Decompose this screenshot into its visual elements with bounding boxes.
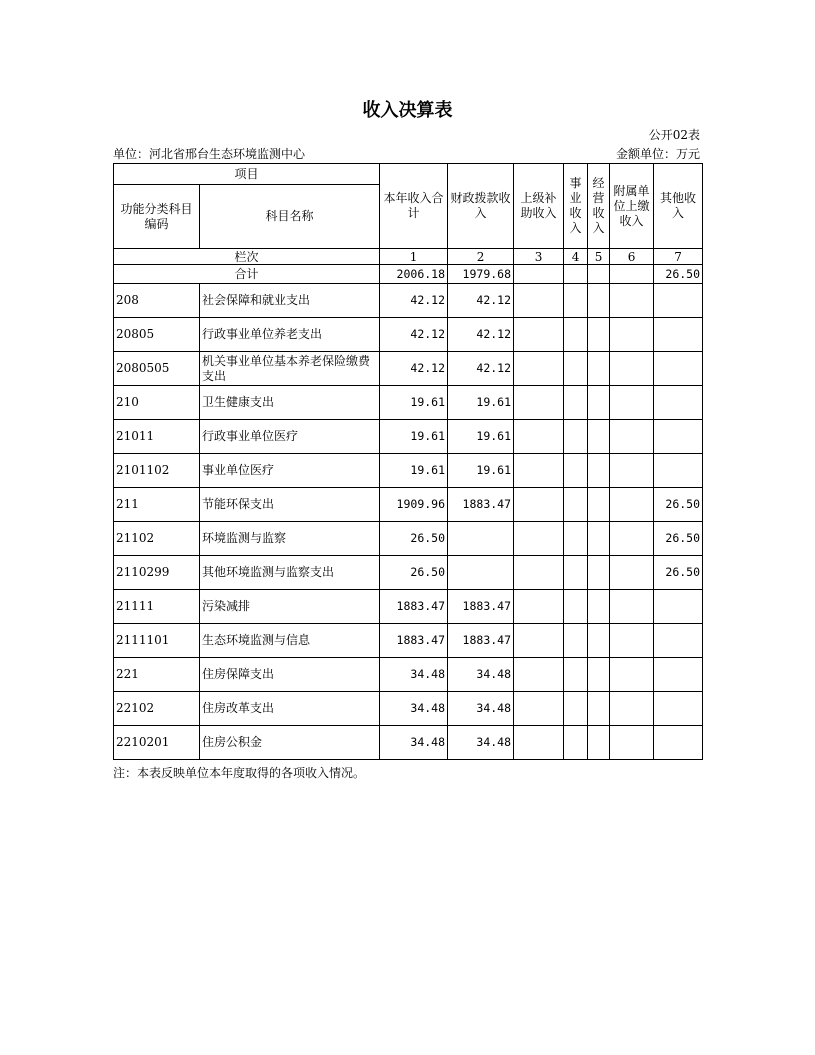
- row-other: [654, 284, 703, 318]
- row-superior: [514, 522, 564, 556]
- col-num: 7: [654, 249, 703, 265]
- row-operating: [588, 420, 610, 454]
- table-row: [114, 556, 703, 590]
- row-business: [564, 522, 588, 556]
- row-code: 2111101: [114, 624, 200, 658]
- page-title: 收入决算表: [362, 100, 453, 121]
- row-fiscal: 1883.47: [448, 590, 514, 624]
- footnote: 注：本表反映单位本年度取得的各项收入情况。: [113, 766, 366, 780]
- row-total-income: 26.50: [380, 556, 448, 590]
- money-unit-label: 金额单位：万元: [615, 147, 700, 161]
- row-other: [654, 658, 703, 692]
- row-other: [654, 726, 703, 760]
- row-name: 节能环保支出: [200, 488, 380, 522]
- row-name: 机关事业单位基本养老保险缴费支出: [200, 352, 380, 386]
- row-name: 社会保障和就业支出: [200, 284, 380, 318]
- row-business: [564, 352, 588, 386]
- row-business: [564, 284, 588, 318]
- total-income-value: 2006.18: [380, 265, 448, 284]
- row-operating: [588, 726, 610, 760]
- header-fiscal: 财政拨款收入: [448, 164, 514, 249]
- row-affiliated: [610, 352, 654, 386]
- row-other: 26.50: [654, 488, 703, 522]
- row-affiliated: [610, 386, 654, 420]
- row-name: 住房保障支出: [200, 658, 380, 692]
- total-superior-value: [514, 265, 564, 284]
- row-superior: [514, 318, 564, 352]
- table-row: [114, 352, 703, 386]
- row-affiliated: [610, 522, 654, 556]
- total-label: 合计: [114, 265, 380, 284]
- row-name: 卫生健康支出: [200, 386, 380, 420]
- row-other: [654, 386, 703, 420]
- row-fiscal: 19.61: [448, 420, 514, 454]
- row-fiscal: 42.12: [448, 352, 514, 386]
- row-name: 环境监测与监察: [200, 522, 380, 556]
- row-code: 2110299: [114, 556, 200, 590]
- row-operating: [588, 318, 610, 352]
- row-name: 生态环境监测与信息: [200, 624, 380, 658]
- row-total-income: 42.12: [380, 318, 448, 352]
- row-affiliated: [610, 692, 654, 726]
- row-other: [654, 318, 703, 352]
- row-total-income: 42.12: [380, 352, 448, 386]
- row-affiliated: [610, 624, 654, 658]
- row-fiscal: 42.12: [448, 284, 514, 318]
- header-lanci: 栏次: [114, 249, 380, 265]
- row-fiscal: 1883.47: [448, 624, 514, 658]
- row-business: [564, 318, 588, 352]
- row-affiliated: [610, 284, 654, 318]
- row-total-income: 1909.96: [380, 488, 448, 522]
- table-row: [114, 386, 703, 420]
- row-other: 26.50: [654, 522, 703, 556]
- row-other: [654, 590, 703, 624]
- table-row: [114, 726, 703, 760]
- total-operating-value: [588, 265, 610, 284]
- total-other-value: 26.50: [654, 265, 703, 284]
- row-superior: [514, 726, 564, 760]
- row-business: [564, 454, 588, 488]
- col-num: 5: [588, 249, 610, 265]
- row-business: [564, 556, 588, 590]
- table-row: [114, 692, 703, 726]
- row-business: [564, 692, 588, 726]
- col-num: 3: [514, 249, 564, 265]
- row-other: [654, 352, 703, 386]
- row-total-income: 19.61: [380, 386, 448, 420]
- row-superior: [514, 386, 564, 420]
- header-code: 功能分类科目编码: [114, 185, 200, 249]
- row-total-income: 34.48: [380, 692, 448, 726]
- row-affiliated: [610, 590, 654, 624]
- table-row: [114, 624, 703, 658]
- row-superior: [514, 590, 564, 624]
- col-num: 6: [610, 249, 654, 265]
- row-business: [564, 488, 588, 522]
- row-fiscal: 42.12: [448, 318, 514, 352]
- row-name: 住房公积金: [200, 726, 380, 760]
- row-name: 污染减排: [200, 590, 380, 624]
- row-total-income: 19.61: [380, 454, 448, 488]
- total-fiscal-value: 1979.68: [448, 265, 514, 284]
- row-business: [564, 590, 588, 624]
- row-code: 210: [114, 386, 200, 420]
- table-row: [114, 590, 703, 624]
- row-superior: [514, 556, 564, 590]
- income-table: [113, 163, 703, 760]
- row-other: 26.50: [654, 556, 703, 590]
- row-code: 20805: [114, 318, 200, 352]
- row-affiliated: [610, 420, 654, 454]
- total-affiliated-value: [610, 265, 654, 284]
- row-code: 22102: [114, 692, 200, 726]
- table-row: [114, 284, 703, 318]
- row-superior: [514, 488, 564, 522]
- row-operating: [588, 590, 610, 624]
- row-fiscal: 19.61: [448, 386, 514, 420]
- header-affiliated: 附属单位上缴收入: [610, 164, 654, 249]
- row-total-income: 1883.47: [380, 624, 448, 658]
- row-operating: [588, 386, 610, 420]
- col-num: 4: [564, 249, 588, 265]
- row-name: 住房改革支出: [200, 692, 380, 726]
- header-project: 项目: [114, 164, 380, 185]
- row-code: 221: [114, 658, 200, 692]
- row-code: 2101102: [114, 454, 200, 488]
- row-operating: [588, 692, 610, 726]
- row-fiscal: [448, 556, 514, 590]
- row-total-income: 42.12: [380, 284, 448, 318]
- row-total-income: 34.48: [380, 658, 448, 692]
- total-row: [114, 265, 703, 284]
- table-row: [114, 488, 703, 522]
- row-total-income: 19.61: [380, 420, 448, 454]
- row-name: 事业单位医疗: [200, 454, 380, 488]
- row-operating: [588, 522, 610, 556]
- table-row: [114, 318, 703, 352]
- header-other: 其他收入: [654, 164, 703, 249]
- row-business: [564, 658, 588, 692]
- row-operating: [588, 658, 610, 692]
- row-superior: [514, 658, 564, 692]
- form-number: 公开02表: [648, 128, 700, 142]
- row-other: [654, 692, 703, 726]
- row-affiliated: [610, 726, 654, 760]
- row-business: [564, 420, 588, 454]
- col-num: 1: [380, 249, 448, 265]
- row-operating: [588, 454, 610, 488]
- header-name: 科目名称: [200, 185, 380, 249]
- row-code: 208: [114, 284, 200, 318]
- header-total-income: 本年收入合计: [380, 164, 448, 249]
- row-code: 211: [114, 488, 200, 522]
- header-operating: 经营收入: [588, 164, 610, 249]
- row-fiscal: [448, 522, 514, 556]
- row-operating: [588, 284, 610, 318]
- header-business: 事业收入: [564, 164, 588, 249]
- row-superior: [514, 692, 564, 726]
- row-operating: [588, 352, 610, 386]
- row-business: [564, 386, 588, 420]
- row-superior: [514, 284, 564, 318]
- row-other: [654, 624, 703, 658]
- table-row: [114, 522, 703, 556]
- row-operating: [588, 488, 610, 522]
- row-superior: [514, 352, 564, 386]
- table-row: [114, 454, 703, 488]
- row-fiscal: 19.61: [448, 454, 514, 488]
- row-operating: [588, 624, 610, 658]
- row-other: [654, 454, 703, 488]
- row-superior: [514, 420, 564, 454]
- row-affiliated: [610, 454, 654, 488]
- row-other: [654, 420, 703, 454]
- row-total-income: 34.48: [380, 726, 448, 760]
- row-affiliated: [610, 488, 654, 522]
- row-business: [564, 726, 588, 760]
- row-superior: [514, 624, 564, 658]
- row-fiscal: 1883.47: [448, 488, 514, 522]
- row-name: 其他环境监测与监察支出: [200, 556, 380, 590]
- row-code: 21111: [114, 590, 200, 624]
- unit-label: 单位：河北省邢台生态环境监测中心: [113, 147, 306, 161]
- row-code: 21011: [114, 420, 200, 454]
- row-fiscal: 34.48: [448, 726, 514, 760]
- total-business-value: [564, 265, 588, 284]
- row-business: [564, 624, 588, 658]
- row-operating: [588, 556, 610, 590]
- row-affiliated: [610, 556, 654, 590]
- row-name: 行政事业单位养老支出: [200, 318, 380, 352]
- row-superior: [514, 454, 564, 488]
- row-code: 21102: [114, 522, 200, 556]
- row-total-income: 26.50: [380, 522, 448, 556]
- row-name: 行政事业单位医疗: [200, 420, 380, 454]
- table-row: [114, 420, 703, 454]
- row-code: 2080505: [114, 352, 200, 386]
- row-fiscal: 34.48: [448, 658, 514, 692]
- header-row-1: [114, 164, 703, 185]
- header-superior: 上级补助收入: [514, 164, 564, 249]
- row-fiscal: 34.48: [448, 692, 514, 726]
- row-total-income: 1883.47: [380, 590, 448, 624]
- row-affiliated: [610, 318, 654, 352]
- row-code: 2210201: [114, 726, 200, 760]
- row-affiliated: [610, 658, 654, 692]
- column-number-row: [114, 249, 703, 265]
- table-row: [114, 658, 703, 692]
- col-num: 2: [448, 249, 514, 265]
